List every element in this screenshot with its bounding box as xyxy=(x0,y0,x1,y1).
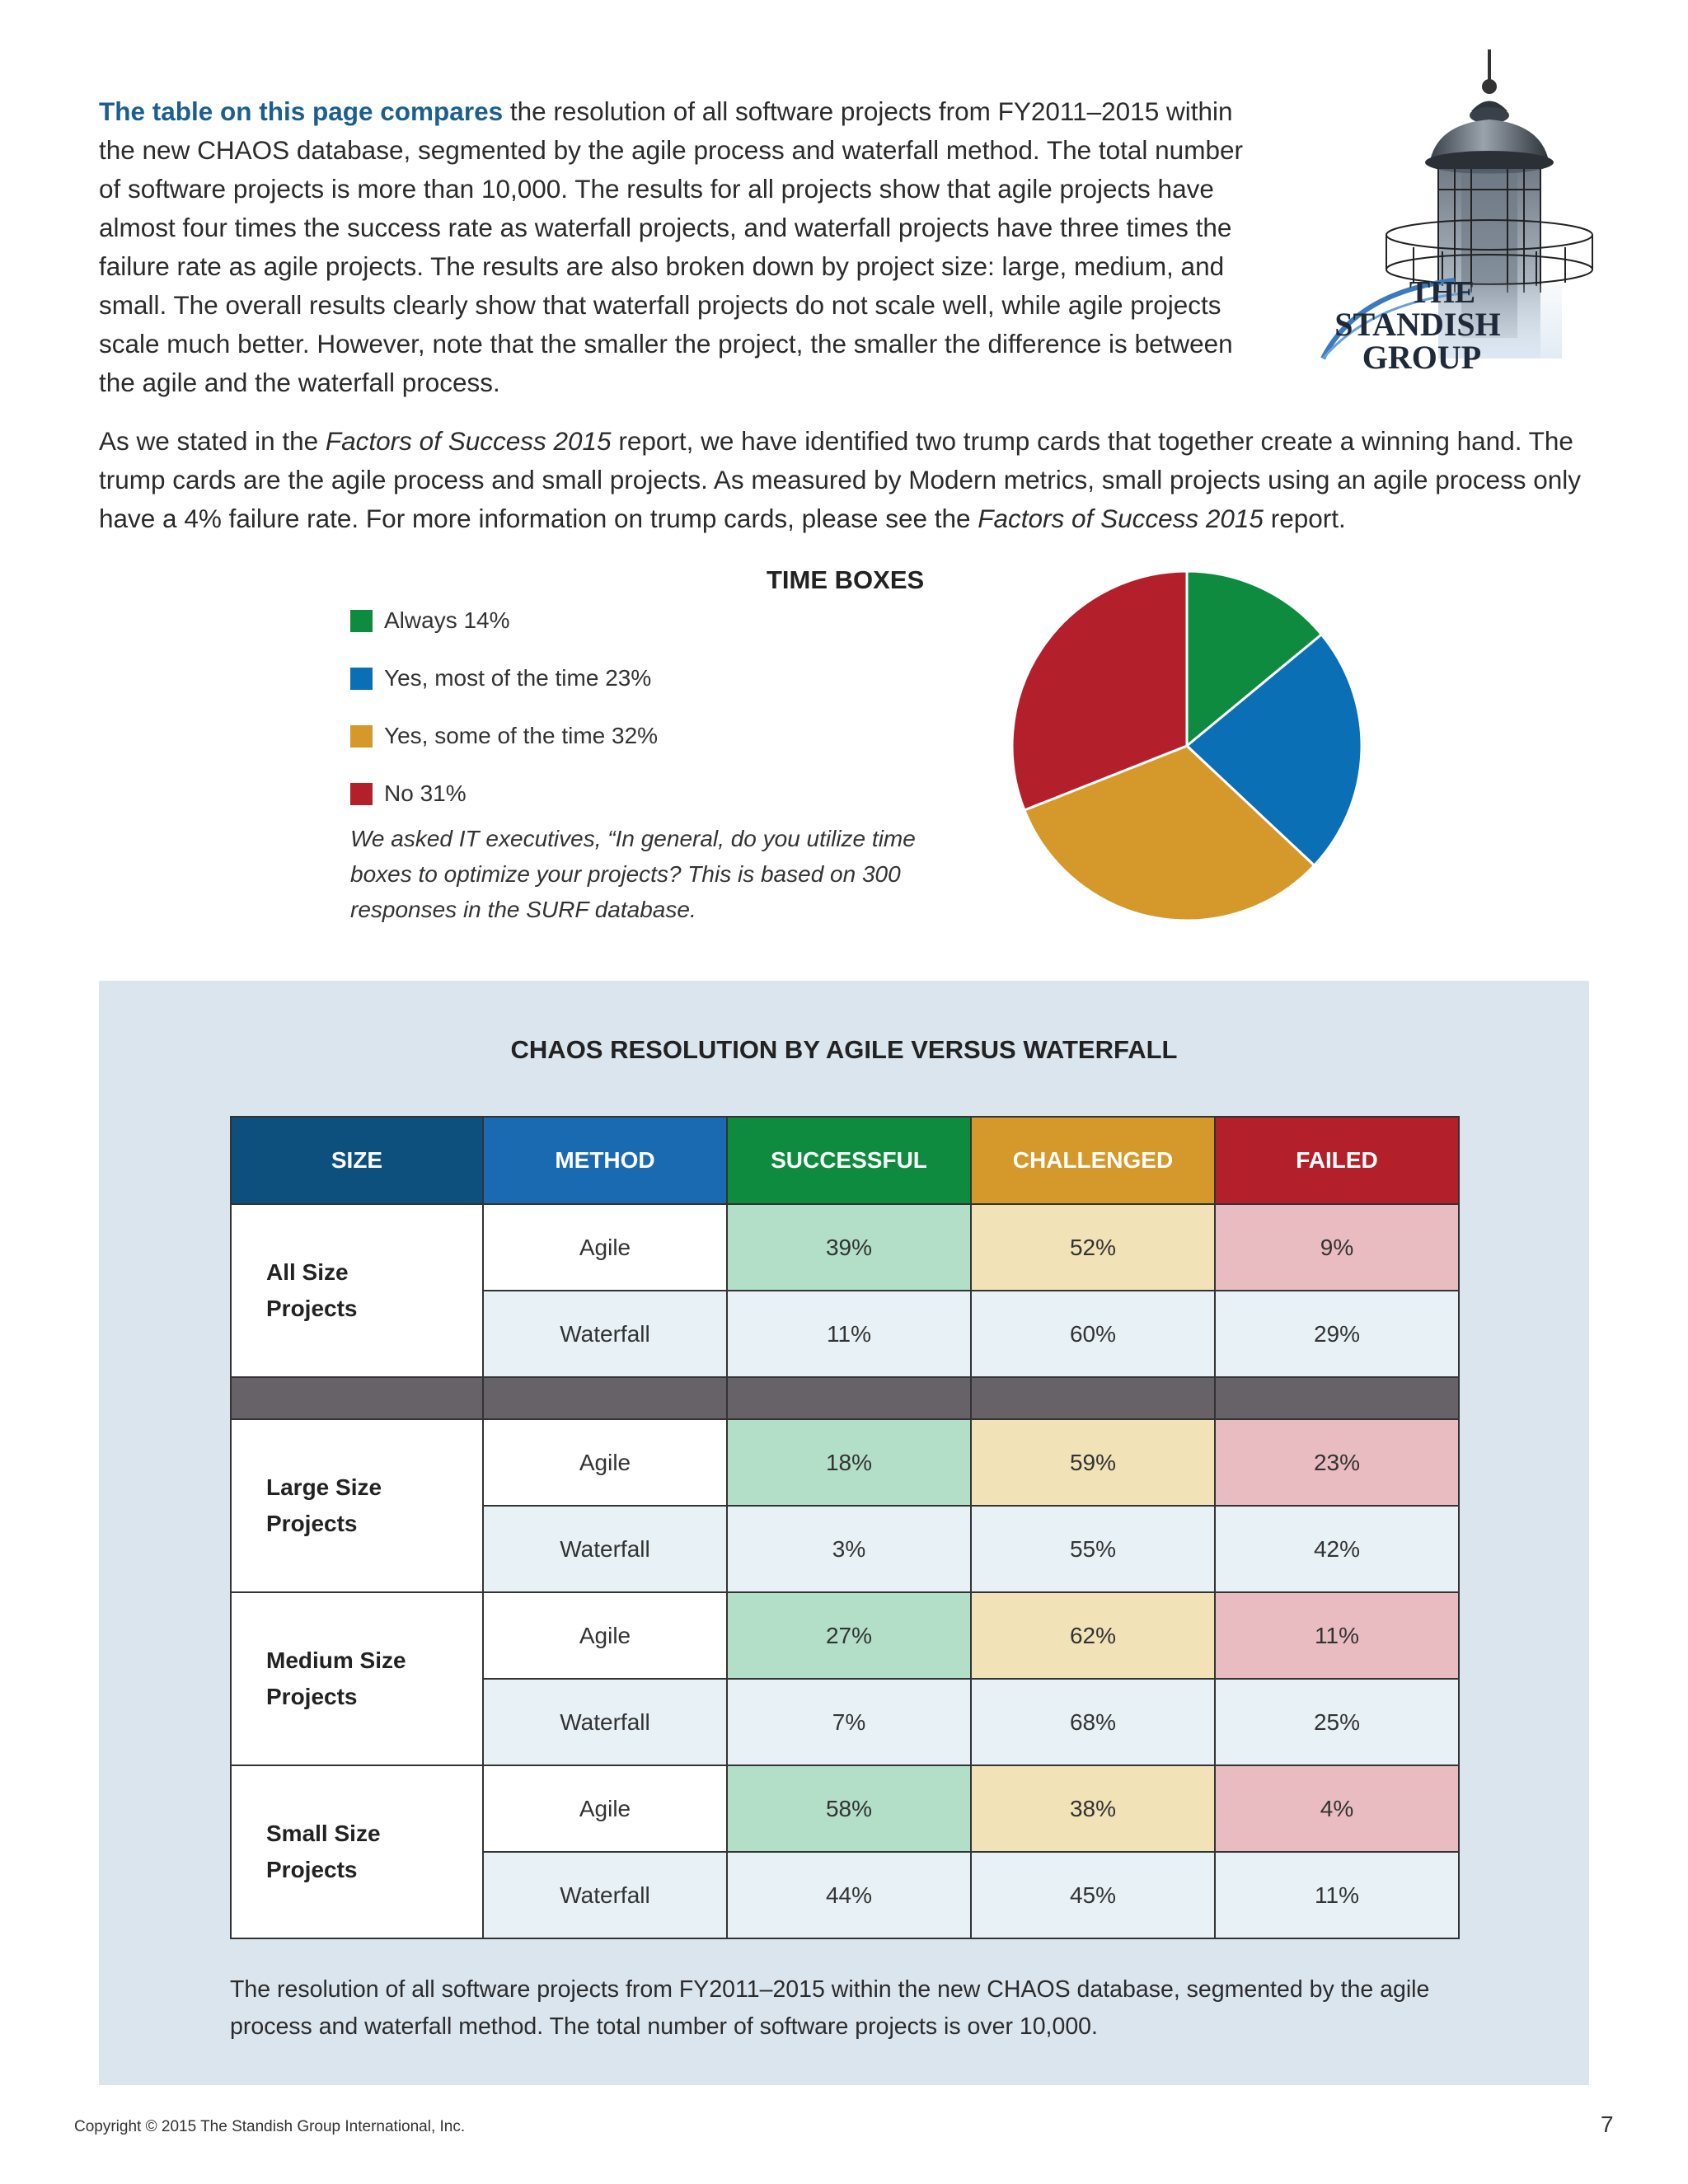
header-successful: SUCCESSFUL xyxy=(727,1117,971,1204)
size-cell xyxy=(231,1204,483,1377)
separator-row xyxy=(231,1377,1459,1419)
size-label-line1: All Size xyxy=(266,1259,349,1285)
method-cell: Agile xyxy=(483,1765,727,1852)
size-label-line1: Medium Size xyxy=(266,1647,406,1673)
legend-item-some xyxy=(350,719,658,752)
method-cell: Agile xyxy=(483,1204,727,1291)
challenged-cell: 38% xyxy=(971,1765,1215,1852)
successful-cell: 58% xyxy=(727,1765,971,1852)
chaos-resolution-table xyxy=(230,1116,1460,1939)
size-cell xyxy=(231,1419,483,1592)
table-header-row xyxy=(231,1117,1459,1204)
standish-group-logo xyxy=(1306,45,1607,391)
time-boxes-note: We asked IT executives, “In general, do you utilize time boxes to optimize your projects? This is based on 300 responses in the SURF database. xyxy=(350,826,916,922)
separator-cell xyxy=(971,1377,1215,1419)
separator-cell xyxy=(727,1377,971,1419)
method-cell: Waterfall xyxy=(483,1852,727,1938)
logo-line2: STANDISH xyxy=(1334,306,1501,343)
legend-item-always xyxy=(350,604,510,637)
method-cell: Waterfall xyxy=(483,1506,727,1592)
size-label-line2: Projects xyxy=(266,1511,358,1536)
failed-cell: 42% xyxy=(1215,1506,1459,1592)
size-label-line1: Small Size xyxy=(266,1821,381,1846)
legend-label: Yes, some of the time 32% xyxy=(384,723,659,748)
challenged-cell: 52% xyxy=(971,1204,1215,1291)
para2-text3: report. xyxy=(1263,504,1346,533)
logo-line1: THE xyxy=(1409,275,1476,310)
legend-item-most xyxy=(350,662,651,695)
legend-swatch xyxy=(350,610,373,632)
page-number: 7 xyxy=(1601,2111,1614,2137)
method-cell: Agile xyxy=(483,1592,727,1679)
failed-cell: 9% xyxy=(1215,1204,1459,1291)
legend-item-no xyxy=(350,777,467,810)
challenged-cell: 62% xyxy=(971,1592,1215,1679)
size-cell xyxy=(231,1592,483,1765)
challenged-cell: 55% xyxy=(971,1506,1215,1592)
table-row xyxy=(231,1592,1459,1679)
header-challenged: CHALLENGED xyxy=(971,1117,1215,1204)
legend-swatch xyxy=(350,725,373,748)
para2-text1: As we stated in the xyxy=(99,426,326,456)
size-label-line2: Projects xyxy=(266,1296,358,1321)
header-method: METHOD xyxy=(483,1117,727,1204)
legend-label: No 31% xyxy=(384,780,467,806)
size-cell xyxy=(231,1765,483,1938)
size-label-line2: Projects xyxy=(266,1684,358,1709)
header-failed: FAILED xyxy=(1215,1117,1459,1204)
separator-cell xyxy=(1215,1377,1459,1419)
failed-cell: 11% xyxy=(1215,1852,1459,1938)
challenged-cell: 59% xyxy=(971,1419,1215,1506)
challenged-cell: 60% xyxy=(971,1291,1215,1377)
para2-text2: report, we have identified two trump cards that together create a winning hand. The trump cards are the agile process and small projects. As measured by Modern metrics, small projects using an agile process only have a 4% failure rate. For more information on trump cards, please see the xyxy=(99,426,1582,533)
size-label-line1: Large Size xyxy=(266,1474,382,1500)
logo-line3: GROUP xyxy=(1362,339,1482,376)
failed-cell: 11% xyxy=(1215,1592,1459,1679)
challenged-cell: 68% xyxy=(971,1679,1215,1765)
legend-label: Yes, most of the time 23% xyxy=(384,665,652,691)
time-boxes-title: TIME BOXES xyxy=(767,565,925,594)
method-cell: Agile xyxy=(483,1419,727,1506)
header-size: SIZE xyxy=(231,1117,483,1204)
trump-cards-paragraph xyxy=(99,422,1607,538)
intro-lead: The table on this page compares xyxy=(99,96,504,126)
para2-italic1: Factors of Success 2015 xyxy=(325,426,612,456)
failed-cell: 4% xyxy=(1215,1765,1459,1852)
successful-cell: 7% xyxy=(727,1679,971,1765)
method-cell: Waterfall xyxy=(483,1291,727,1377)
failed-cell: 29% xyxy=(1215,1291,1459,1377)
successful-cell: 39% xyxy=(727,1204,971,1291)
failed-cell: 25% xyxy=(1215,1679,1459,1765)
legend-swatch xyxy=(350,668,373,690)
copyright: Copyright © 2015 The Standish Group International, Inc. xyxy=(74,2118,466,2135)
successful-cell: 44% xyxy=(727,1852,971,1938)
separator-cell xyxy=(483,1377,727,1419)
size-label-line2: Projects xyxy=(266,1857,358,1882)
legend-swatch xyxy=(350,783,373,805)
successful-cell: 11% xyxy=(727,1291,971,1377)
successful-cell: 18% xyxy=(727,1419,971,1506)
successful-cell: 27% xyxy=(727,1592,971,1679)
table-caption: The resolution of all software projects from FY2011–2015 within the new CHAOS database, segmented by the agile process and waterfall method. The total number of software projects is over 10,000. xyxy=(230,1976,1430,2040)
table-row xyxy=(231,1419,1459,1506)
table-row xyxy=(231,1204,1459,1291)
intro-paragraph xyxy=(99,92,1269,402)
para2-italic2: Factors of Success 2015 xyxy=(978,504,1264,533)
successful-cell: 3% xyxy=(727,1506,971,1592)
challenged-cell: 45% xyxy=(971,1852,1215,1938)
intro-text: the resolution of all software projects from FY2011–2015 within the new CHAOS database, segmented by the agile process and waterfall method. The total number of software projects is more than 10,000. The results for all projects show that agile projects have almost four times the success rate as waterfall projects, and waterfall projects have three times the failure rate as agile projects. The results are also broken down by project size: large, medium, and small. The overall results clearly show that waterfall projects do not scale well, while agile projects scale much better. However, note that the smaller the project, the smaller the difference is between the agile and the waterfall process. xyxy=(99,96,1243,397)
table-row xyxy=(231,1765,1459,1852)
time-boxes-pie-chart xyxy=(1006,565,1368,927)
legend-label: Always 14% xyxy=(384,607,510,633)
failed-cell: 23% xyxy=(1215,1419,1459,1506)
table-title: CHAOS RESOLUTION BY AGILE VERSUS WATERFALL xyxy=(510,1035,1178,1064)
separator-cell xyxy=(231,1377,483,1419)
method-cell: Waterfall xyxy=(483,1679,727,1765)
